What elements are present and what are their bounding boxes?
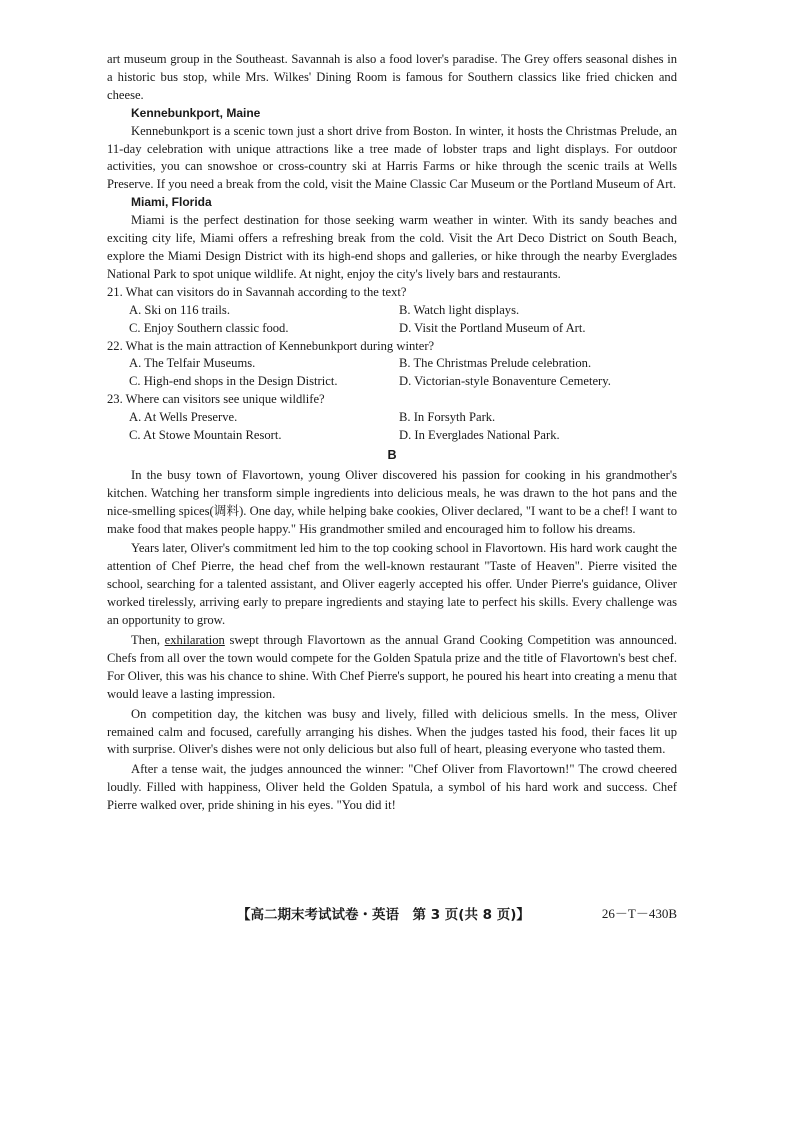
section-b-label: B [387,447,397,462]
story-paragraph-4: On competition day, the kitchen was busy and lively, filled with delicious smells. In the mess, Oliver remained calm and focused, carefully arranging his dishes. When the judges tasted his food, their faces lit up with surprise. Oliver's dishes were not only delicious but also full of heart, pleasing everyone who tasted them. [107,706,677,757]
option-c: C. High-end shops in the Design District. [129,374,338,389]
footer-title: 【高二期末考试试卷・英语 第 3 页(共 8 页)】 [237,907,530,923]
question-23 [107,391,677,445]
kennebunkport-paragraph: Kennebunkport is a scenic town just a short drive from Boston. In winter, it hosts the Christmas Prelude, an 11-day celebration with unique attractions like a tree made of lobster traps and light displays. For outdoor activities, you can snowshoe or cross-country ski at Harris Farms or hike through the scenic trails at Wells Preserve. If you need a break from the cold, visit the Maine Classic Car Museum or the Portland Museum of Art. [107,123,677,192]
miami-paragraph: Miami is the perfect destination for those seeking warm weather in winter. With its sandy beaches and exciting city life, Miami offers a refreshing break from the cold. Visit the Art Deco District on South Beach, explore the Miami Design District with its high-end shops and galleries, or hike through the nearby Everglades National Park to spot unique wildlife. At night, enjoy the city's lively bars and restaurants. [107,213,677,281]
page-content [107,51,677,815]
paper-code: 26－T－430B [601,906,677,921]
savannah-paragraph-end: art museum group in the Southeast. Savannah is also a food lover's paradise. The Grey offers seasonal dishes in a historic bus stop, while Mrs. Wilkes' Dining Room is famous for Southern classics like fried chicken and cheese. [107,52,677,102]
story-paragraph-3 [107,632,677,704]
paragraph-rest: swept through Flavortown as the annual Grand Cooking Competition was announced. Chefs from all over the town would compete for the Golden Spatula prize and the title of Flavortown's best chef. For Oliver, this was his chance to shine. With Chef Pierre's support, he poured his heart into creating a menu that would leave a lasting impression. [107,633,677,701]
answer-options [107,409,677,445]
option-a: A. Ski on 116 trails. [129,302,230,317]
option-c: C. Enjoy Southern classic food. [129,320,289,335]
underlined-word: exhilaration [164,633,225,647]
question-stem: 23. Where can visitors see unique wildlife? [107,392,325,407]
option-d: D. Victorian-style Bonaventure Cemetery. [399,374,611,389]
page-footer [237,903,677,923]
option-c: C. At Stowe Mountain Resort. [129,428,282,443]
answer-options [107,302,677,338]
question-21 [107,284,677,338]
heading-kennebunkport: Kennebunkport, Maine [131,105,261,120]
paragraph-lead: Then, [131,633,165,647]
story-paragraph-2: Years later, Oliver's commitment led him to the top cooking school in Flavortown. His hard work caught the attention of Chef Pierre, the head chef from the well-known restaurant "Taste of Heaven". Pierre visited the school, searching for a talented assistant, and Oliver eagerly accepted his offer. Under Pierre's guidance, Oliver worked tirelessly, arriving early to prepare ingredients and staying late to perfect his skills. Every challenge was an opportunity to grow. [107,541,677,628]
story-paragraph-5: After a tense wait, the judges announced the winner: "Chef Oliver from Flavortown!" The crowd cheered loudly. Filled with happiness, Oliver held the Golden Spatula, a symbol of his hard work and success. Chef Pierre walked over, pride shining in his eyes. "You did it! [107,762,677,813]
heading-miami: Miami, Florida [131,195,212,210]
question-stem: 21. What can visitors do in Savannah according to the text? [107,284,407,299]
option-d: D. In Everglades National Park. [399,428,560,443]
question-22 [107,338,677,392]
option-d: D. Visit the Portland Museum of Art. [399,320,586,335]
question-stem: 22. What is the main attraction of Kennebunkport during winter? [107,338,435,353]
story-paragraph-1: In the busy town of Flavortown, young Oliver discovered his passion for cooking in his grandmother's kitchen. Watching her transform simple ingredients into delicious meals, he was drawn to the hot pans and the nice-smelling spices(调料). One day, while helping bake cookies, Oliver declared, "I want to be a chef! I want to make food that makes people happy." His grandmother smiled and encouraged him to follow his dreams. [107,467,677,536]
option-b: B. The Christmas Prelude celebration. [399,356,592,371]
option-b: B. In Forsyth Park. [399,410,496,425]
option-a: A. At Wells Preserve. [129,410,238,425]
option-a: A. The Telfair Museums. [129,356,256,371]
option-b: B. Watch light displays. [399,302,520,317]
answer-options [107,355,677,391]
